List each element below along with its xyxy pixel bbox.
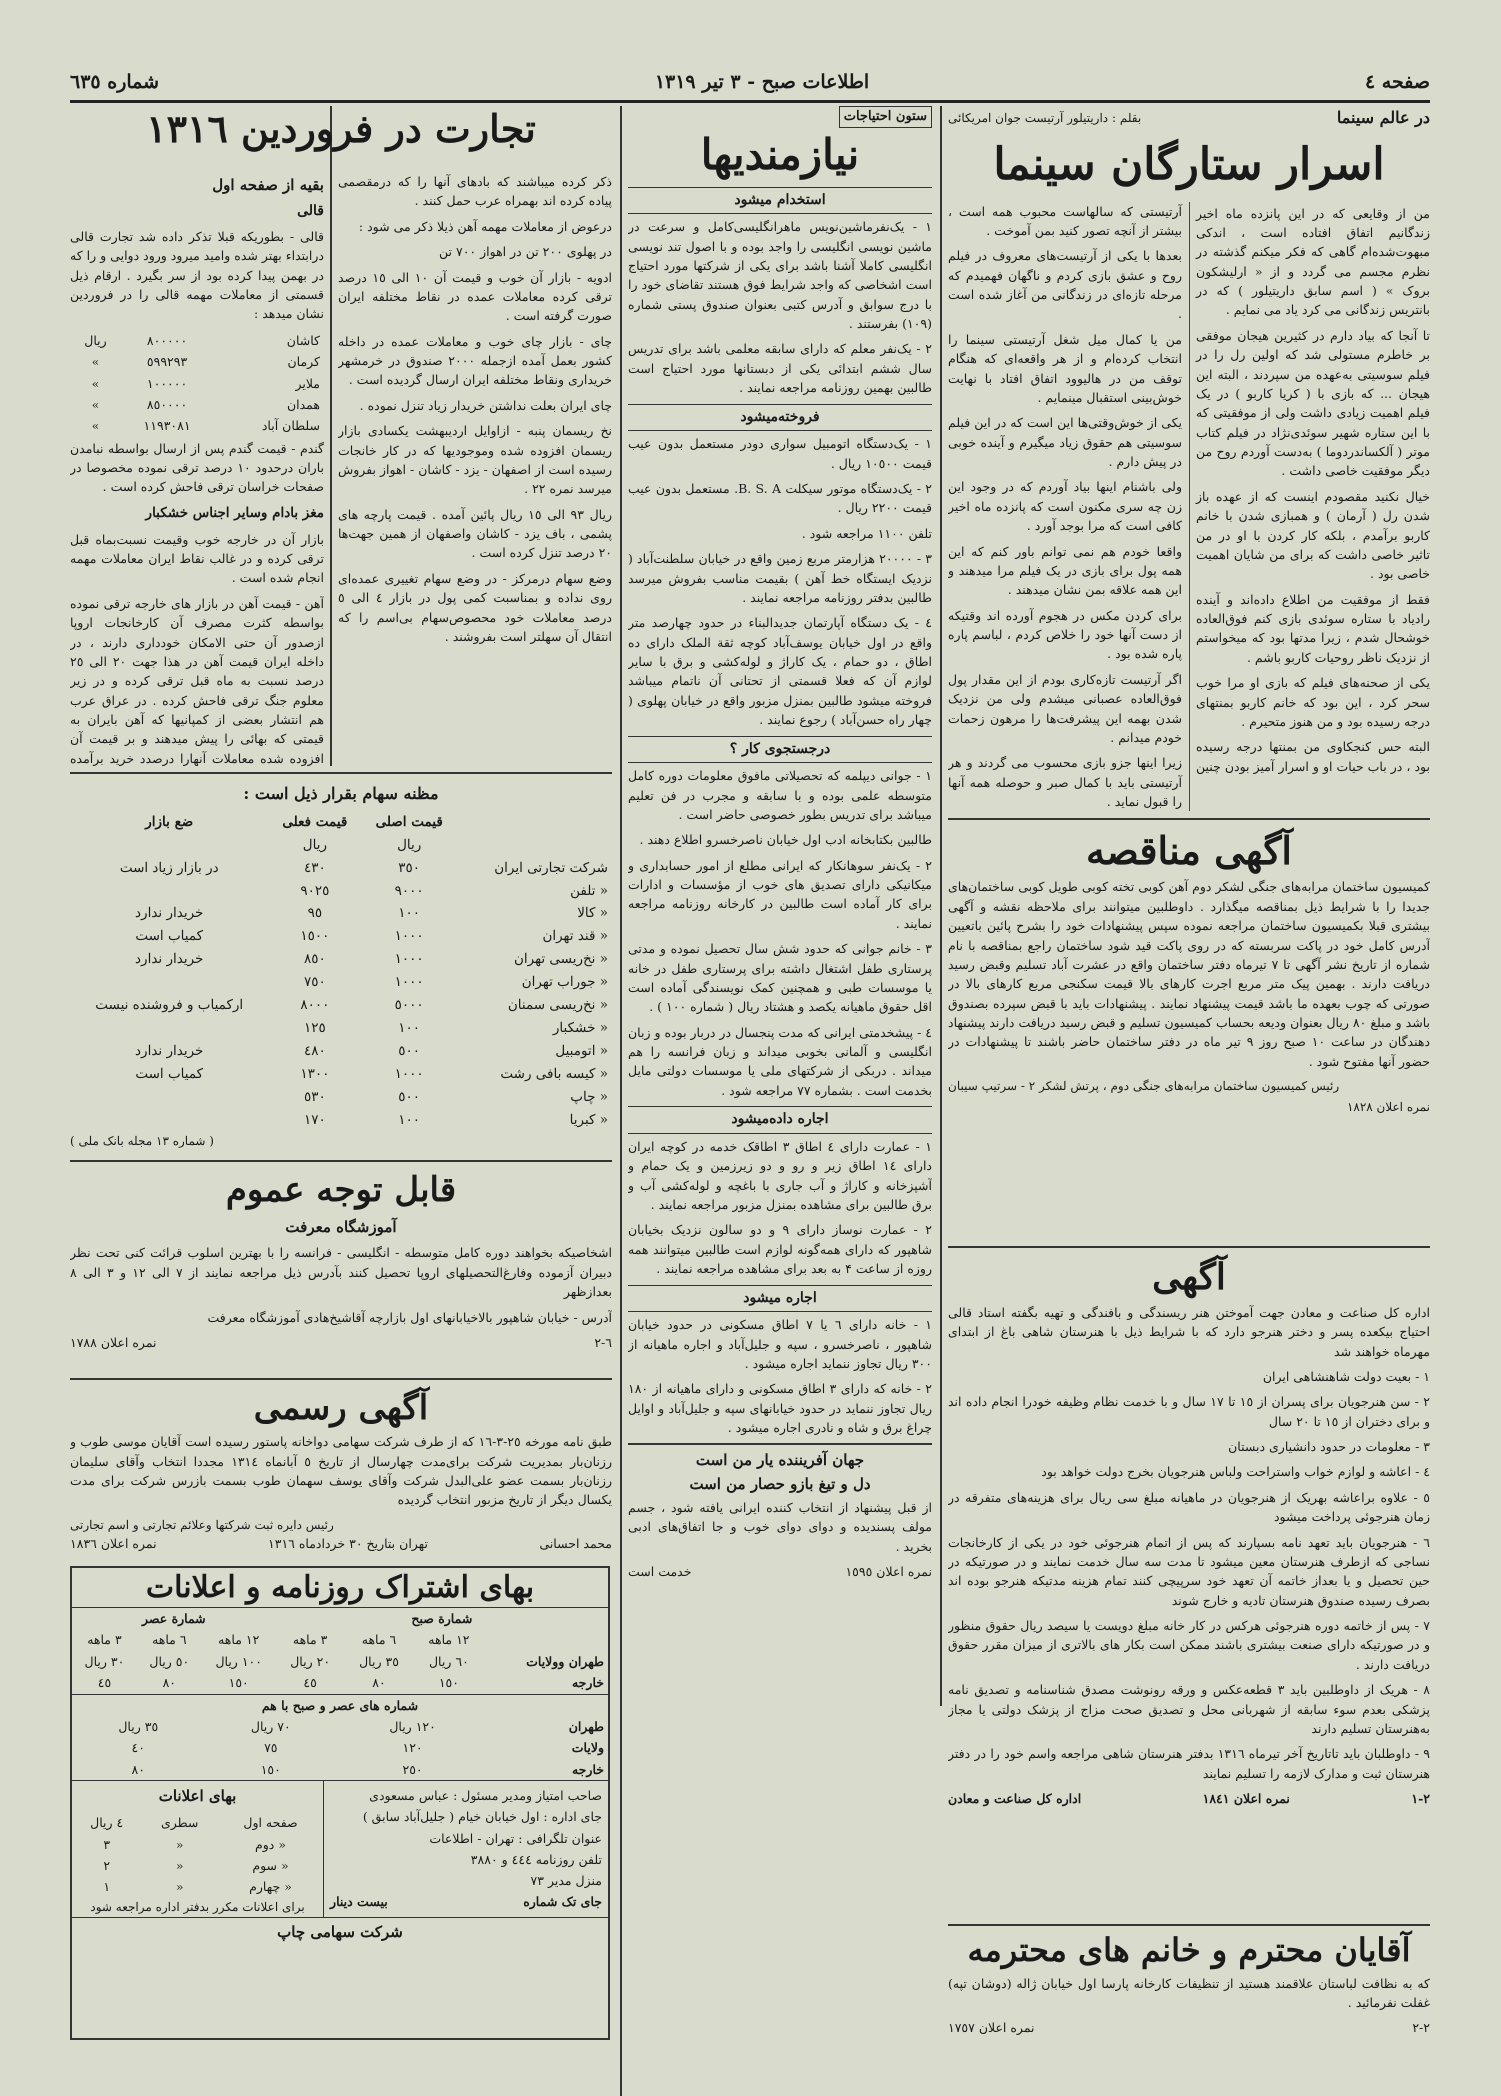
ad-rates-table [72, 1812, 323, 1898]
article-paragraph: البته حس کنجکاوی من بمنتها درجه رسیده بود ، در باب حیات او و اسرار آمیز بودن چنین آرتیستی که سالهاست محبوب همه است ، بیشتر از آنچه تصور کنید بمن آموخت . [948, 203, 1430, 774]
section-rule [948, 818, 1430, 820]
school-text: اشخاصیکه بخواهند دوره کامل متوسطه - انگلیسی - فرانسه را با بهترین اسلوب قرائت کنی تحت نظر دبیران آزموده وفارغ‌التحصیلهای اروپا تحصیل کنند بآدرس ذیل مراجعه نمایند از ٧ الی ١٢ و ٣ الی ٨ بعدازظهر [70, 1245, 612, 1300]
article-paragraph: من یا کمال میل شغل آرتیستی سینما را انتخاب کرده‌ام و از هر واقعه‌ای که هنگام توقف من در هالیوود اتفاق افتاد با نهایت خوش‌بینی استقبال مینمایم . [948, 331, 1182, 405]
price-cell: ٧٠ ریال [250, 1718, 291, 1734]
table-row [70, 925, 612, 948]
cell: ١٠٠ [398, 1111, 421, 1128]
region-cell: طهران وولایات [526, 1653, 604, 1669]
single-copy-price: بیست دینار [330, 1894, 388, 1910]
notice-item: ٦ - هنرجویان باید تعهد نامه بسپارند که پس از اتمام هنرجوئی خود در یکی از کارخانجات نساجی که ازطرف هنرستان معین میشود تا مدت سه سال خدمت نمایند و در صورتیکه در حین تحصیل و یا بعداز خاتمه آن تعهد خود سرپیچی کنند تمام هزینه مدتیکه هنرجو بوده اند بصرف رسیده صندوق هنرستان تادیه و خارج شوند [948, 1534, 1430, 1608]
subscription-box [70, 1566, 610, 2040]
notice-item: ٤ - اعاشه و لوازم خواب واستراحت ولباس هنرجویان بخرج دولت خواهد بود [1041, 1464, 1430, 1480]
table-row [70, 902, 612, 925]
column-header: ضع بازار [145, 813, 194, 830]
cell: ٣٥٠ [398, 859, 421, 876]
cell: ١٠٠٠ [394, 1065, 424, 1082]
table-row [70, 1109, 612, 1132]
cell: « خشکبار [552, 1020, 608, 1037]
cinema-article [948, 106, 1430, 816]
classified-item: ١ - خانه دارای ٦ یا ٧ اطاق مسکونی در حدود خیابان شاهپور ، ناصرخسرو ، سپه و جلیل‌آباد و اجاره ماهیانه از ٣٠٠ ریال تجاوز ننماید اجاره میشود . [628, 1317, 932, 1371]
publisher-address: جای اداره : اول خیابان خیام ( جلیل‌آباد سابق ) [362, 1809, 602, 1825]
cell-city: کاشان [286, 332, 320, 348]
notice-item: ٩ - داوطلبان باید تاتاریخ آخر تیرماه ١٣١٦ بدفتر هنرستان شاهی مراجعه واسم خود را در دفتر هنرستان ثبت و مدارک لازمه را تسلیم نمایند [948, 1746, 1430, 1781]
region-cell: خارجه [571, 1675, 604, 1691]
article-paragraph: بعدها با یکی از آرتیست‌های معروف در فیلم روح و عشق بازی کردم و ناگهان فهمیدم که مرحله تازه‌ای در زندگانی من آغاز شده است . [948, 248, 1182, 322]
table-row [70, 394, 324, 415]
price-cell: ٧٥ [264, 1740, 278, 1756]
cell-city: ملایر [295, 375, 320, 391]
official-text: طبق نامه مورخه ٢٥-٣-١٦ که از طرف شرکت سهامی دواخانه پاستور رسیده است آقایان موسی طوب و رزنان‌بار بمدیریت شرکت برای‌مدت چهار‌سال از تاریخ ٥ آبانماه ١٣١٤ مجددا انتخاب وآقای سلیمان رزنان‌بار بسمت عضو علی‌البدل شرکت وآقای یوسف سهمان طوب بسمت بازرس شرکت برای مدت یکسال دیگر از تاریخ مزبور انتخاب گردیده [70, 1434, 612, 1508]
section-heading: استخدام میشود [628, 187, 932, 215]
price-cell: ٥٠ ریال [149, 1653, 190, 1669]
classified-item: ٣ - خانم جوانی که حدود شش سال تحصیل نموده و مدتی پرستاری طفل اشتغال داشته برای پرستاری طفل در خانه یا موسسات طبی و همچنین کمک نویسندگی آماده است اقل حقوق ماهیانه یکصد و هشتاد ریال ( شماره ١٠٠ ) . [628, 941, 932, 1015]
cinema-kicker: در عالم سینما [1336, 108, 1430, 127]
cleaning-title: آقایان محترم و خانم های محترمه [967, 1931, 1411, 1969]
trade-paragraph: بازار آن در خارجه خوب وقیمت نسبت‌بماه قبل ترقی کرده و در غالب نقاط ایران معاملات مهمه انجام شده است . [70, 531, 324, 586]
official-date: تهران بتاریخ ٣٠ خردادماه ١٣١٦ [268, 1536, 428, 1552]
trade-subhead: مغز بادام وسایر اجناس خشکبار [145, 504, 324, 521]
unit-cell [457, 834, 612, 857]
table-row [70, 857, 612, 880]
price-cell: ٨٠ [162, 1675, 177, 1691]
table-row [70, 1017, 612, 1040]
masthead-date: اطلاعات صبح - ٣ تیر ١٣١٩ [654, 71, 870, 93]
poem-line: دل و تیغ بازو حصار من است [689, 1474, 871, 1493]
cell: ١٢٥ [303, 1020, 326, 1037]
article-paragraph: برای کردن مکس در هجوم آورده اند وقتیکه از دست آنها خود را خلاص کردم ، لباسم پاره پاره شده بود . [948, 607, 1182, 662]
price-cell: ٦٠ ریال [428, 1653, 469, 1669]
classified-item: ٢ - یک‌نفر سوهانکار که ایرانی مطلع از امور حسابداری و میکانیکی دارای تصدیق های خوب از مؤسسات و ادارات برای کار آماده است طالبین در کارخانه روزنامه مراجعه نمایند . [628, 857, 932, 931]
trade-paragraph: ذکر کرده میباشند که بادهای آنها را که درمقصمی پیاده کرده اند بهمراه عرب حمل کنند . [338, 174, 612, 209]
cleaning-code: ٢-٢ [1412, 2020, 1430, 2036]
cell: خریدار ندارد [135, 1043, 204, 1060]
morning-heading: شمارة صبح [411, 1611, 473, 1626]
section-rule [948, 1246, 1430, 1248]
region-cell: طهران [568, 1718, 604, 1734]
continued-note: بقیه از صفحه اول [212, 176, 324, 194]
poem-note: خدمت است [628, 1564, 692, 1580]
period-cell: ٣ ماهه [87, 1632, 122, 1648]
tender-number: نمره اعلان ١٨٢٨ [1346, 1099, 1430, 1114]
trade-paragraph: در پهلوی ٢٠٠ تن در اهواز ٧٠٠ تن [439, 244, 612, 260]
cell: « جوراب تهران [521, 974, 608, 991]
cell: خریدار ندارد [135, 951, 204, 968]
classified-item: ٤ - یک دستگاه آپارتمان جدیدالبناء در حدود چهارصد متر واقع در اول خیابان یوسف‌آباد کوچه ثقة الملک دارای ده اطاق ، دو حمام ، یک کاراژ و لوله‌کشی و برق با سایر لوازم آن که فعلا قسمتی از تحتانی آن ناتمام میباشد فروخته میشود طالبین بمنزل مزبور واقع در خیابان پهلوی ( چهار راه حسن‌آباد ) رجوع نمایند . [628, 615, 932, 728]
official-signature: رئیس دایره ثبت شرکتها وعلائم تجارتی و اسم تجارتی [70, 1517, 334, 1532]
section-heading: اجاره داده‌میشود [628, 1106, 932, 1134]
cell: « تلفن [570, 882, 608, 899]
article-body [948, 202, 1430, 812]
classified-item: طالبین بکتابخانه ادب اول خیابان ناصرخسرو اطلاع دهند . [639, 832, 932, 848]
cell: « قند تهران [542, 928, 608, 945]
trade-paragraph: ریال ٩٣ الی ١٥ ریال پائین آمده . قیمت پارچه های پشمی ، باف یزد - کاشان واصفهان از همین جهت‌ها ٢٠ درصد تنزل کرده است . [338, 506, 612, 561]
cell: « اتومبیل [555, 1043, 608, 1060]
cell: ٢ [103, 1858, 111, 1873]
table-row [70, 1040, 612, 1063]
trade-paragraph: وضع سهام درمرکز - در وضع سهام تغییری عمده‌ای روی نداده و بمناسبت کمی پول در بازار ٤ الی ٥ درصد معاملات خود محصوص‌سهام بی‌اسم را که انتقال آن سهلتر است بفروشند . [338, 570, 612, 644]
school-code: ٦-٢ [594, 1334, 612, 1350]
table-row [70, 880, 612, 903]
article-paragraph: یکی از خوش‌وقتی‌ها این است که در این فیلم سوسیتی هم حقوق زیاد میگیرم و آینده خوبی در پیش دارم . [948, 415, 1182, 470]
period-cell: ٣ ماهه [292, 1632, 328, 1648]
cell [70, 880, 268, 903]
cell-unit: » [91, 418, 100, 434]
cell: ٥٠٠ [398, 1088, 421, 1105]
column-rule [940, 106, 942, 1706]
combined-table [72, 1694, 608, 1781]
period-cell: ١٢ ماهه [218, 1632, 260, 1648]
classified-item: ١ - جوانی دیپلمه که تحصیلاتی مافوق معلومات دوره کامل متوسطه علمی بوده و با سابقه و مجرب در فن تعلیم میباشد برای تدریس بطور خصوصی حاضر است . [628, 768, 932, 822]
section-heading: فروخته‌میشود [628, 404, 932, 432]
section-heading: درجستجوی کار ؟ [628, 736, 932, 764]
cell: ٣ [103, 1836, 111, 1852]
price-cell: ١٥٠ [228, 1675, 249, 1691]
combined-heading: شماره های عصر و صبح با هم [261, 1697, 419, 1713]
cell: ١٠٠٠ [394, 951, 424, 968]
notice-item: ٣ - معلومات در حدود دانشیاری دبستان [1228, 1439, 1430, 1455]
trade-paragraph: چای ایران بعلت نداشتن خریدار زیاد تنزل نموده . [359, 397, 612, 413]
unit-cell: ریال [397, 836, 422, 853]
cell: ٨٥٠ [303, 951, 326, 968]
classified-item: ١ - یک‌نفرماشین‌نویس ماهرانگلیسی‌کامل و سرعت در ماشین نویسی انگلیسی را واجد بوده و با اصول تند نویسی انگلیسی کاملا آشنا باشد برای یکی از شرکتها مورد احتیاج است اشخاصی که واجد شرایط فوق هستند تقاضای خود را با درج سوابق و آدرس کتبی بعنوان صندوق پستی شماره (١٠٩) بفرستند . [628, 219, 932, 332]
official-number: نمره اعلان ١٨٣٦ [70, 1536, 157, 1552]
cell-city: سلطان آباد [261, 418, 320, 434]
cell: « کیسه بافی رشت [500, 1065, 608, 1082]
classified-item: ٢ - عمارت نوساز دارای ٩ و دو سالون نزدیک بخیابان شاهپور که دارای همه‌گونه لوازم است طالبین میتوانند همه روزه از ساعت ۴ به بعد برای مشاهده مراجعه نمایند . [628, 1222, 932, 1277]
table-row [70, 330, 324, 351]
page-number: صفحه ٤ [1364, 71, 1430, 93]
price-cell: ٨٠ [372, 1675, 386, 1691]
cell: صفحه اول [243, 1815, 298, 1831]
classifieds-title: نیازمندیها [700, 130, 860, 180]
price-cell: ٣٥ ریال [118, 1718, 159, 1734]
price-cell: ٢٥٠ [402, 1761, 423, 1777]
article-paragraph: خیال نکنید مقصودم اینست که از عهده باز شدن رل ( آرمان ) و همبازی شدن با خانم کاربو برآمدم ، بلکه کار کردن با او در من تاثیر خاصی داشت که برای من شایان اهمیت خاصی بود . [1196, 488, 1430, 582]
article-title: اسرار ستارگان سینما [993, 138, 1385, 190]
publisher-home: منزل مدیر ٧٣ [530, 1873, 602, 1888]
cell: « [175, 1836, 184, 1852]
cell: « [175, 1879, 184, 1895]
cell-unit: » [91, 396, 100, 412]
cell-city: کرمان [287, 354, 320, 370]
cell: ارکمیاب و فروشنده نیست [95, 997, 244, 1014]
subscription-title: بهای اشتراک روزنامه و اعلانات [72, 1568, 608, 1608]
ad-rates [72, 1781, 323, 1917]
stocks-source: ( شماره ١٣ مجله بانک ملی ) [70, 1133, 214, 1148]
cell-value: ٨٠٠٠٠٠ [146, 332, 188, 348]
table-row [70, 351, 324, 372]
cell: سطری [160, 1815, 199, 1831]
classified-item: تلفن ١١٠٠ مراجعه شود . [801, 525, 932, 541]
cell-unit: » [91, 375, 100, 391]
printer-name: شرکت سهامی چاپ [72, 1917, 608, 1944]
ad-rates-note: برای اعلانات مکرر بدفتر اداره مراجعه شود [90, 1899, 305, 1914]
trade-paragraph: درعوض از معاملات مهمه آهن ذیلا ذکر می شود : [358, 218, 612, 234]
article-paragraph: واقعا خودم هم نمی توانم باور کنم که این همه پول برای بازی در یک فیلم مرا میدهند و این همه علاقه بمن نشان میدهند . [948, 543, 1182, 598]
cell: « کبریا [569, 1111, 608, 1128]
table-row [70, 1063, 612, 1086]
poem-line: جهان آفریننده یار من است [695, 1451, 865, 1470]
period-cell: ٦ ماهه [361, 1632, 397, 1648]
official-notice [70, 1386, 612, 1558]
cell: کمیاب است [135, 1065, 204, 1082]
official-name: محمد احسانی [539, 1536, 612, 1552]
cleaning-text: که به نظافت لباستان علاقمند هستید از تنظیفات کارخانه پارسا اول خیابان ژاله (دوشان تپه) غفلت نفرمائید . [948, 1975, 1430, 2010]
notice-title: آگهی [1152, 1256, 1226, 1298]
cell: ١٠٠ [398, 905, 421, 922]
poem-notice: نمره اعلان ١٥٩٥ [845, 1564, 932, 1580]
cell [70, 971, 268, 994]
classified-item: ١ - عمارت دارای ٤ اطاق ٣ اطاقک خدمه در کوچه ایران دارای ١٤ اطاق زیر و رو و دو زیرزمین و یک حمام و آشپزخانه و کاراژ و آب جاری با باغچه و لوله‌کشی آب و برق طالبین برای مشاهده بمنزل مزبور مراجعه نمایند . [628, 1138, 932, 1213]
column-header: قیمت فعلی [282, 813, 348, 830]
price-cell: ٨٠ [131, 1761, 145, 1777]
cell: ١ [103, 1879, 111, 1895]
cell-unit: ریال [84, 332, 107, 348]
classified-item: ٢ - خانه که دارای ٣ اطاق مسکونی و دارای ماهیانه از ١٨٠ ریال تجاوز ننماید در حدود خیابانهای سپه و جلیل‌آباد و اوایل چراغ برق و شاه و نادری اجاره میشود . [628, 1381, 932, 1436]
cell-value: ١١٩٣٠٨١ [143, 418, 191, 434]
stocks-table [70, 811, 612, 1132]
table-header-row [70, 811, 612, 834]
cell: کمیاب است [135, 928, 204, 945]
cell [70, 1086, 268, 1109]
article-paragraph: زیرا اینها جزو بازی محسوب می گردند و هر آرتیستی باید با کمال صبر و حوصله همه آنها را قبول نماید . [948, 755, 1182, 810]
cell: ٩٠٢٥ [300, 882, 330, 899]
tender-notice [948, 826, 1430, 1236]
trade-paragraph: ادویه - بازار آن خوب و قیمت آن ١٠ الی ١٥ درصد ترقی کرده معاملات عمده در نقاط مختلفه ایران صورت گرفته است . [338, 269, 612, 324]
industry-notice [948, 1254, 1430, 1914]
notice-item: ٨ - هریک از داوطلبین باید ٣ قطعه‌عکس و ورقه رونوشت مصدق شناسنامه و تصدیق نامه پزشکی بعدم سوء سابقه از شهربانی محل و تصدیق صحت مزاج از پزشک دولتی یا مجاز به‌هنرستان تسلیم دارند [948, 1682, 1430, 1736]
cell: ١٣٠٠ [300, 1065, 330, 1082]
section-heading: اجاره میشود [628, 1285, 932, 1313]
price-cell: ٣٥ ریال [359, 1653, 399, 1669]
cell: ٩٥ [307, 905, 323, 922]
classified-item: ٣ - ٢٠٠٠٠ هزارمتر مربع زمین واقع در خیابان سلطنت‌آباد ( نزدیک ایستگاه خط آهن ) بقیمت مناسب بفروش میرسد طالبین بدفتر روزنامه مراجعه نمایند . [628, 551, 932, 605]
trade-left-column [70, 170, 324, 770]
cell: « دوم [255, 1836, 286, 1852]
school-name: آموزشگاه معرفت [285, 1218, 397, 1237]
publisher-telegraph: عنوان تلگرافی : تهران - اطلاعات [429, 1830, 602, 1846]
notice-code: ٢-١ [1411, 1791, 1430, 1807]
cell: ٤٨٠ [303, 1043, 326, 1060]
carpet-heading: قالی [297, 203, 324, 220]
publisher-phone: تلفن روزنامه ٤٤٤ و ٣٨٨٠ [470, 1851, 602, 1867]
poem-box [628, 1443, 932, 1581]
table-row [70, 994, 612, 1017]
table-row [70, 415, 324, 436]
notice-item: ١ - بعیت دولت شاهنشاهی ایران [1262, 1368, 1430, 1384]
cell: ٧٥٠ [303, 974, 326, 991]
cell: شرکت تجارتی ایران [494, 859, 608, 876]
region-cell: ولایات [571, 1740, 604, 1756]
table-row [70, 948, 612, 971]
price-cell: ٤٠ [131, 1740, 145, 1756]
official-title: آگهی رسمی [253, 1388, 429, 1428]
column-header: قیمت اصلی [375, 813, 443, 830]
cell: در بازار زیاد است [119, 859, 219, 876]
cell: ١٠٠٠ [394, 974, 424, 991]
school-address: آدرس - خیابان شاهپور بالاخیابانهای اول بازارچه آقاشیخ‌هادی آموزشگاه معرفت [207, 1309, 612, 1325]
table-unit-row [70, 834, 612, 857]
cell [70, 1017, 268, 1040]
trade-right-column [338, 170, 612, 770]
cell-value: ٨٥٠٠٠٠ [146, 396, 188, 412]
table-row [70, 373, 324, 394]
cell: « [175, 1858, 184, 1873]
column-rule [620, 106, 622, 2096]
classified-item: ١ - یک‌دستگاه اتومبیل سواری دودر مستعمل بدون عیب قیمت ١٠٥٠٠ ریال . [628, 436, 932, 471]
tender-signature: رئیس کمیسیون ساختمان مرابه‌های جنگی دوم ، پرتش لشکر ٢ - سرتیپ سیبان [948, 1079, 1340, 1094]
section-rule [70, 772, 612, 774]
classified-item: ٤ - پیشخدمتی ایرانی که مدت پنجسال در دربار بوده و زبان انگلیسی و آلمانی بخوبی میداند و زبان فرانسه را هم میداند . دربکی از شرکتهای ملی یا موسسات دولتی مایل بخدمت است . بشماره ٧٧ مراجعه شود . [628, 1024, 932, 1098]
cell-value: ٥٩٩٢٩٣ [146, 354, 188, 370]
poem-desc: از قبل پیشنهاد از انتخاب کننده ایرانی یافته شود ، جسم مولف پسندیده و دوای دوای خوب و جا اتفاق‌های ادبی بخرید . [628, 1499, 932, 1554]
carpet-table [70, 330, 324, 437]
single-copy-label: جای تک شماره [523, 1894, 602, 1910]
article-paragraph: تا آنجا که بیاد دارم در کثیرین هیجان موفقی بر خاطرم مستولی شد که اولین رل را در فیلم سوسیتی به‌عهده من سپردند ، البته این هیجان ... که بازی با ( کریا کاربو ) در یک فیلم اهمیت زیادی داشت ولی از موفقیتی که با این ستاره شهیر سوئدی‌نژاد در فیلم کتاب موتر ( آلکساندردوما ) به‌دست آوردم روح من دیگر موفقیت خاصی داشت . [1196, 327, 1430, 479]
cell: ٥٠٠٠ [394, 997, 424, 1014]
price-cell: ١٥٠ [260, 1761, 281, 1777]
tender-text: کمیسیون ساختمان مرابه‌های جنگی لشکر دوم آهن کوبی تخته کوبی طویل کوبی ساختمان‌های جدیدا را با شرایط ذیل بمناقصه میگذارد . داوطلبین میتوانند برای ملاحظه نقشه و آگهی بیشتری قبلا بکمیسیون ساختمان مراجعه نموده سپس پیشنهادات خود را بشرح پائین باتعیین آدرس کامل خود در پاکت سربسته که در روی پاکت قید شود ساختمان راجع بمناقصه با نام شماره از تاریخ نشر آگهی تا ٧ تیرماه دفتر ساختمان واقع در عشرت آباد تسلیم وقبض رسید دریافت دارند . بهمین پیک متر مربع اجرت کارهای بالا قیمت سکنجی مربع کارهای بالا در صورتی که چوب بعهده ما باشد قیمت پیشنهاد نمایند . پیشنهادات باید با قبض سپرده بصندوق باشد و مبلغ ٨٠ ریال بعنوان ودیعه بحساب کمیسیون تسلیم و قبض رسید دریافت دارند پیشنهاد دهندگان در ساعت ١٠ صبح روز ٩ تیر ماه در دفتر ساختمان حاضر باشند تا پیشنهادات در حضور آنها مفتوح شود . [948, 879, 1430, 1069]
price-cell: ٢٠ ریال [290, 1653, 331, 1669]
cell: ٨٠٠٠ [300, 997, 330, 1014]
publisher-owner: صاحب امتیاز ومدیر مسئول : عباس مسعودی [369, 1788, 602, 1803]
article-paragraph: اگر آرتیست تازه‌کاری بودم از این مقدار پول فوق‌العاده عصبانی میشدم ولی من نزدیک شدن بهمه این پیشرفت‌ها را مرهون زحمات خودم میدانم . [948, 671, 1182, 745]
cell: « چاپ [570, 1088, 608, 1105]
table-row [70, 971, 612, 994]
notice-intro: اداره کل صناعت و معادن جهت آموختن هنر ریسندگی و بافندگی و تهیه بگفته استاد قالی احتیاج بیکعده پسر و دختر هنرجو دارد که با شرایط ذیل با هنرستان شاهی باغ از ابتدای مهرماه خواهند شد [948, 1304, 1430, 1359]
article-paragraph: ولی باشنام اینها بیاد آوردم که در وجود این زن چه سری مکنون است که پانزده ماه اخیر کافی است که مرا بوجد آورد . [948, 479, 1182, 534]
school-title: قابل توجه عموم [225, 1170, 457, 1210]
price-cell: ١٢٠ ریال [389, 1718, 436, 1734]
notice-number: نمره اعلان ١٨٤١ [1202, 1791, 1290, 1807]
section-rule [70, 1160, 612, 1162]
classified-item: ٢ - یک‌نفر معلم که دارای سابقه معلمی باشد برای تدریس سال ششم ابتدائی یکی از دبستانها مورد احتیاج است طالبین بهمین روزنامه مراجعه نمایند . [628, 341, 932, 396]
stock-quotes [70, 778, 612, 1158]
article-paragraph: من از وقایعی که در این پانزده ماه اخیر زندگانیم اتفاق افتاده است ، اندکی مبهوت‌شده‌ام گاهی که فکر میکنم گذشته در نظرم مجسم می گردد و از « ارلیشکون بروک » ( اسم سابق داریتیلور ) که در بانتریس زندگانی می کرد یاد می نمایم . [1196, 205, 1430, 318]
cell: ١٠٠٠ [394, 928, 424, 945]
price-cell: ٤٥ [303, 1675, 317, 1691]
price-cell: ١٢٠ [402, 1740, 423, 1756]
evening-table [72, 1608, 276, 1694]
school-notice [70, 1168, 612, 1374]
issue-number: شماره ٦٣٥ [70, 71, 160, 93]
cell-unit: » [91, 354, 100, 370]
price-cell: ١٥٠ [438, 1675, 459, 1691]
notice-signature: اداره کل صناعت و معادن [948, 1791, 1082, 1807]
trade-paragraph: قالی - بطوریکه قبلا تذکر داده شد تجارت قالی درابتداء بهتر شده وامید میرود ورود دوایی و را که در بهمن پیدا کرده بود از سر بگیرد . ارقام ذیل قسمتی از معاملات مهمه قالی را در فروردین نشان میدهد : [70, 228, 324, 322]
price-cell: ٤٥ [97, 1675, 112, 1691]
cell: ٤٣٠ [303, 859, 326, 876]
cell: ٩٠٠٠ [394, 882, 424, 899]
cell: « کالا [577, 905, 608, 922]
page-header [70, 64, 1430, 103]
cell-city: همدان [286, 396, 320, 412]
evening-heading: شمارة عصر [142, 1611, 206, 1626]
cell: ٥٠٠ [398, 1043, 421, 1060]
cleaning-number: نمره اعلان ١٧٥٧ [948, 2020, 1035, 2036]
classifieds-kicker: ستون احتیاجات [839, 106, 932, 128]
column-header [457, 811, 612, 834]
classified-item: ٢ - یک‌دستگاه موتور سیکلت B. S. A. مستعمل بدون عیب قیمت ٢٢٠٠ ریال . [628, 481, 932, 516]
cell [70, 1109, 268, 1132]
cell: ١٥٠٠ [300, 928, 330, 945]
classifieds-column [628, 106, 932, 2036]
notice-item: ٥ - علاوه براعاشه بهریک از هنرجویان در ماهیانه مبلغ سی ریال برای هزینه‌های متفرقه در زمان هنرجوئی پرداخت میشود [948, 1489, 1430, 1525]
tender-title: آگهی مناقصه [1086, 828, 1292, 873]
morning-table [276, 1608, 608, 1694]
period-cell: ٦ ماهه [152, 1632, 187, 1648]
cell-value: ١٠٠٠٠٠ [146, 375, 188, 391]
cell: « سوم [252, 1858, 289, 1873]
trade-paragraph: نخ ریسمان پنبه - ازاوایل اردیبهشت یکسادی بازار ریسمان افزوده شده وموجودیها که در کار خانجات رسیده است از اصفهان - یزد - کاشان - اهواز بفروش میرسد نمره ٢٢ . [338, 423, 612, 497]
section-rule [70, 1378, 612, 1380]
price-cell: ٣٠ ریال [84, 1653, 125, 1669]
region-cell: خارجه [571, 1761, 604, 1777]
stocks-heading: مظنه سهام بقرار ذیل است : [243, 784, 439, 803]
notice-item: ٧ - پس از خاتمه دوره هنرجوئی هرکس در کار خانه مبلغ دویست یا سیصد ریال حقوق منظور و در صورتیکه دارای صنعت بیشتری باشند ممکن است بکار های بالاتری از میزان مقرر حقوق دریافت دارند . [948, 1618, 1430, 1672]
article-credit: بقلم : داریتیلور آرتیست جوان امریکائی [948, 111, 1142, 126]
trade-paragraph: گندم - قیمت گندم پس از ارسال بواسطه نبامدن باران درحدود ١٠ درصد ترقی نموده مخصوصا در صفحات خراسان ترقی فاحش کرده است . [70, 440, 324, 495]
article-paragraph: یکی از صحنه‌های فیلم که بازی او مرا خوب سحر کرد ، این بود که خانم کاربو بمنتهای درجه رسیده بود و من هنوز متحیرم . [1196, 675, 1430, 729]
school-number: نمره اعلان ١٧٨٨ [70, 1334, 157, 1350]
ad-rates-heading: بهای اعلانات [158, 1787, 237, 1805]
notice-item: ٢ - سن هنرجویان برای پسران از ١٥ تا ١٧ سال و با خدمت نظام وظیفه خودرا انجام داده اند و برای دختران از ١٥ تا ٢٠ سال [948, 1394, 1430, 1429]
unit-cell [70, 834, 268, 857]
trade-paragraph: چای - بازار چای خوب و معاملات عمده در داخله کشور بعمل آمده ازجمله ٢٠٠٠ صندوق در خرمشهر خریداری ونقاط مختلفه ایران ارسال گردیده است . [338, 333, 612, 388]
cell: ١٧٠ [303, 1111, 326, 1128]
cell: ٤ ریال [90, 1815, 124, 1831]
unit-cell: ریال [302, 836, 327, 853]
publisher-info [323, 1781, 608, 1917]
article-paragraph: فقط از موفقیت من اطلاع داده‌اند و آینده رادیاد با ستاره سوئدی بازی کنم فوق‌العاده خوشحال شدم ، زیرا مدتها بود که میخواستم از نزدیک ناظر روحیات کاربو باشم . [1196, 591, 1430, 665]
cell: « نخ‌ریسی سمنان [507, 997, 608, 1014]
trade-paragraph: آهن - قیمت آهن در بازار های خارجه ترقی نموده بواسطه کثرت مصرف آن کارخانجات اروپا ازصدور آن حتی الامکان خودداری دارند ، در داخله ایران قیمت آهن در هذا جهت ٢٠ الی ٢٥ درصد نسبت به ماه قبل ترقی کرده و در زیر معلوم جنگ ترقی فاحش کرده . در عراق عرب هم انتشار بعضی از کمپانیها که آهن بایران به قیمتی که بهائی را پیش میدهند و بر قیمت آن افزوده شده معاملات آنهارا درصدد خرید برآمده [70, 595, 324, 766]
cell: ١٠٠ [398, 1020, 421, 1037]
cell: ٥٣٠ [303, 1088, 326, 1105]
trade-title: تجارت در فروردین ١٣١٦ [146, 106, 536, 151]
period-cell: ١٢ ماهه [428, 1632, 470, 1648]
section-rule [948, 1924, 1430, 1926]
cell: خریدار ندارد [135, 905, 204, 922]
table-row [70, 1086, 612, 1109]
price-cell: ١٠٠ ریال [215, 1653, 262, 1669]
cell: « چهارم [249, 1879, 292, 1895]
cleaning-notice [948, 1930, 1430, 2040]
cell: « نخ‌ریسی تهران [514, 951, 608, 968]
